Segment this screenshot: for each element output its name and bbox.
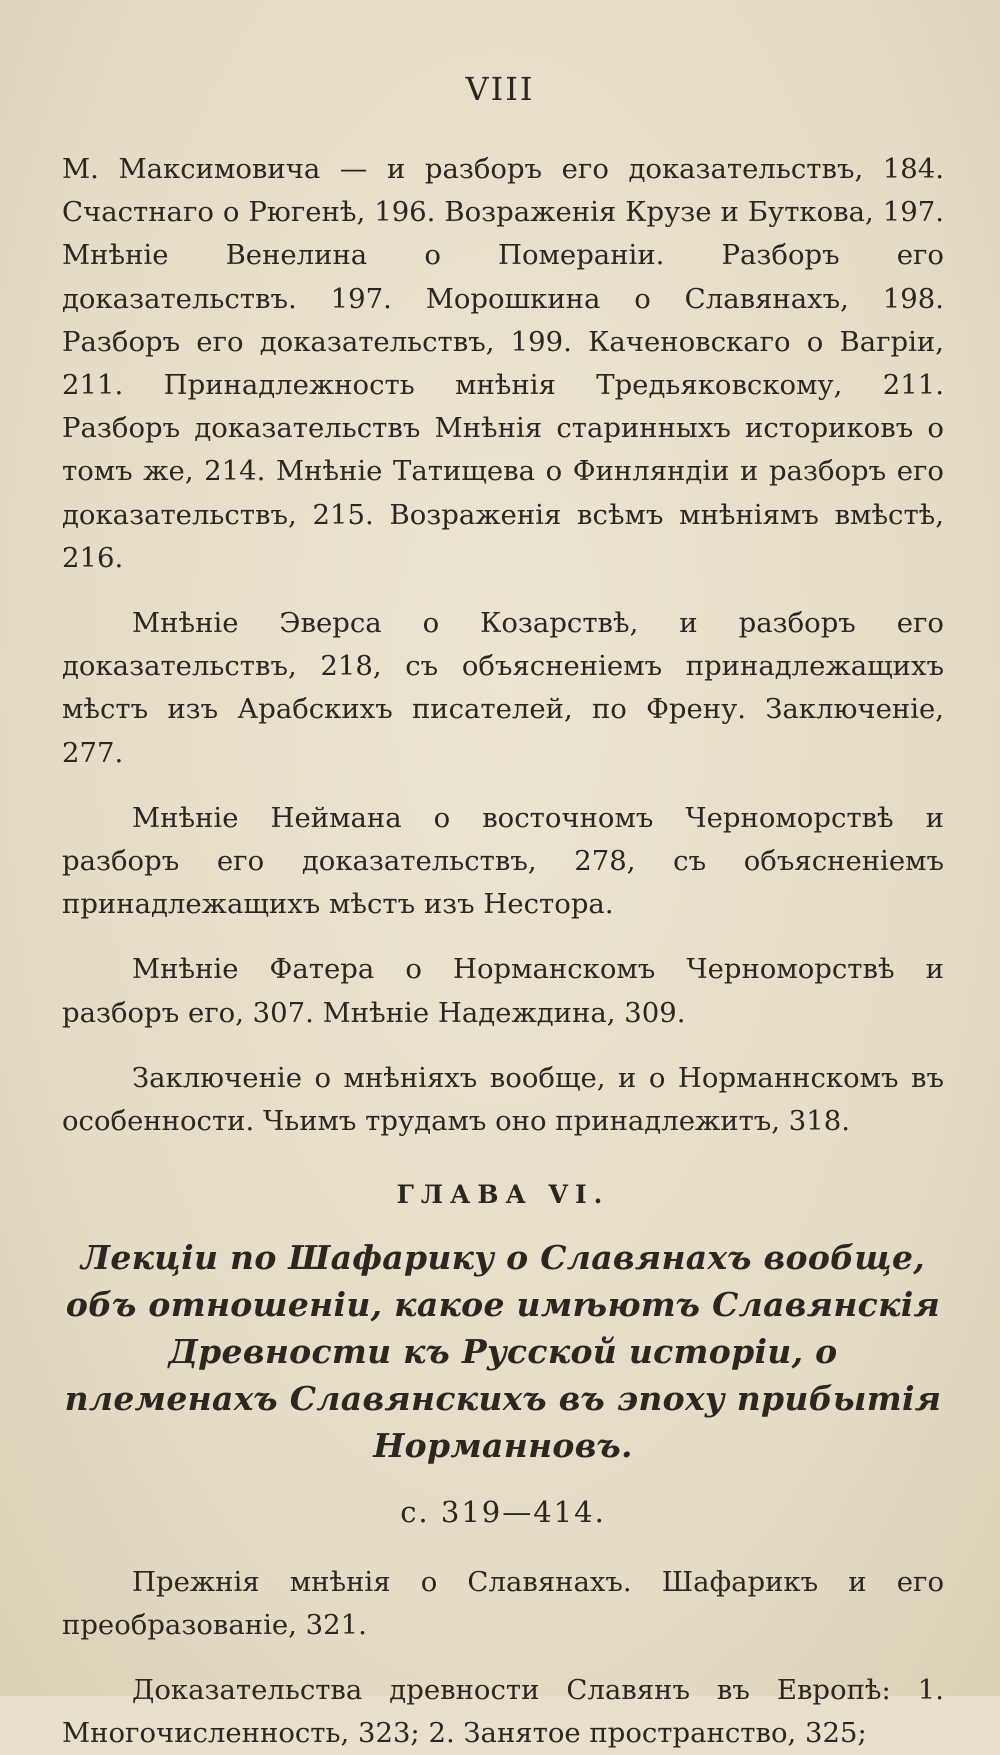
chapter-page-range: с. 319—414. [400,1495,606,1530]
chapter-title: Лекціи по Шафарику о Славянахъ вообще, объ отношеніи, какое имѣютъ Славянскія Древности къ Русской исторіи, о племенахъ Славянскихъ въ эпоху прибытія Норманновъ. [64,1238,942,1466]
paragraph-conclusion: Заключеніе о мнѣніяхъ вообще, и о Норманнскомъ въ особенности. Чьимъ трудамъ оно принадлежитъ, 318. [62,1061,944,1138]
paragraph-maksimovich: М. Максимовича — и разборъ его доказательствъ, 184. Счастнаго о Рюгенѣ, 196. Возраженія Крузе и Буткова, 197. Мнѣніе Венелина о Помераніи. Разборъ его доказательствъ. 197. Морошкина о Славянахъ, 198. Разборъ его доказательствъ, 199. Каченовскаго о Вагріи, 211. Принадлежность мнѣнія Тредьяковскому, 211. Разборъ доказательствъ Мнѣнія старинныхъ историковъ о томъ же, 214. Мнѣніе Татищева о Финляндіи и разборъ его доказательствъ, 215. Возраженія всѣмъ мнѣніямъ вмѣстѣ, 216. [62,153,944,574]
paragraph-evidence: Доказательства древности Славянъ въ Европѣ: 1. Многочисленность, 323; 2. Занятое пространство, 325; [62,1674,944,1750]
paragraph-neiman: Мнѣніе Неймана о восточномъ Черноморствѣ и разборъ его доказательствъ, 278, съ объясненіемъ принадлежащихъ мѣстъ изъ Нестора. [62,801,944,921]
paragraph-fater: Мнѣніе Фатера о Норманскомъ Черноморствѣ и разборъ его, 307. Мнѣніе Надеждина, 309. [62,953,944,1029]
page-content [62,148,944,1755]
page-number: VIII [465,70,535,108]
paragraph-prior-opinions: Прежнія мнѣнія о Славянахъ. Шафарикъ и его преобразованіе, 321. [62,1565,944,1641]
paragraph-evers: Мнѣніе Эверса о Козарствѣ, и разборъ его доказательствъ, 218, съ объясненіемъ принадлежащихъ мѣстъ изъ Арабскихъ писателей, по Френу. Заключеніе, 277. [62,607,944,769]
chapter-heading: ГЛАВА VI. [396,1180,610,1210]
